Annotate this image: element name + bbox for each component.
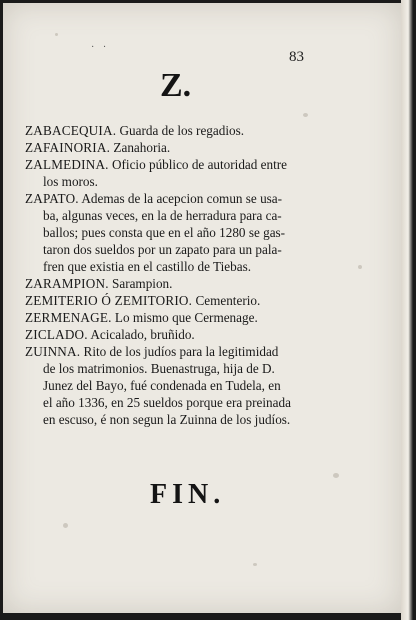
entry-term: ZICLADO. xyxy=(25,327,88,342)
page-edge xyxy=(401,0,413,620)
glossary-entry xyxy=(25,275,343,292)
entry-definition-line: Junez del Bayo, fué condenada en Tudela, en xyxy=(43,378,281,393)
entry-definition: Zanahoria. xyxy=(113,140,171,155)
entry-definition-line: los moros. xyxy=(43,174,98,189)
entry-term: ZALMEDINA. xyxy=(25,157,109,172)
paper-speck xyxy=(253,563,257,566)
header-mark: · · xyxy=(91,42,110,53)
glossary-entry xyxy=(25,156,343,190)
entry-definition-line: en escuso, é non segun la Zuinna de los judíos. xyxy=(43,412,291,427)
glossary-entry xyxy=(25,326,343,343)
entry-definition: Oficio público de autoridad entre xyxy=(111,157,288,172)
glossary-entry xyxy=(25,190,343,275)
glossary-entry xyxy=(25,292,343,309)
entry-term: ZARAMPION. xyxy=(25,276,109,291)
entry-definition: Ademas de la acepcion comun se usa- xyxy=(81,191,283,206)
entry-term: ZERMENAGE. xyxy=(25,310,112,325)
paper-speck xyxy=(55,33,58,36)
end-mark: FIN. xyxy=(150,479,226,510)
page-number: 83 xyxy=(289,49,304,65)
entry-term: ZABACEQUIA. xyxy=(25,123,117,138)
entry-definition-line: ba, algunas veces, en la de herradura para ca- xyxy=(43,208,282,223)
glossary-entries xyxy=(25,122,343,428)
book-page xyxy=(3,3,401,613)
entry-definition: Sarampion. xyxy=(112,276,173,291)
entry-definition-line: taron dos sueldos por un zapato para un pala- xyxy=(43,242,282,257)
entry-definition: Cementerio. xyxy=(195,293,261,308)
entry-definition-line: de los matrimonios. Buenastruga, hija de D. xyxy=(43,361,275,376)
entry-definition-line: ballos; pues consta que en el año 1280 se gas- xyxy=(43,225,286,240)
entry-definition: Guarda de los regadios. xyxy=(119,123,245,138)
entry-definition: Lo mismo que Cermenage. xyxy=(114,310,258,325)
glossary-entry xyxy=(25,139,343,156)
entry-term: ZEMITERIO Ó ZEMITORIO. xyxy=(25,293,193,308)
entry-term: ZUINNA. xyxy=(25,344,81,359)
paper-speck xyxy=(358,265,362,269)
section-letter: Z. xyxy=(160,67,192,104)
paper-speck xyxy=(333,473,339,478)
entry-term: ZAFAINORIA. xyxy=(25,140,111,155)
entry-definition: Acicalado, bruñido. xyxy=(90,327,195,342)
entry-definition-line: fren que existia en el castillo de Tiebas. xyxy=(43,259,252,274)
glossary-entry xyxy=(25,309,343,326)
glossary-entry xyxy=(25,343,343,428)
paper-speck xyxy=(63,523,68,528)
entry-definition-line: el año 1336, en 25 sueldos porque era preinada xyxy=(43,395,291,410)
glossary-entry xyxy=(25,122,343,139)
entry-definition: Rito de los judíos para la legitimidad xyxy=(83,344,279,359)
entry-term: ZAPATO. xyxy=(25,191,79,206)
paper-speck xyxy=(303,113,308,117)
